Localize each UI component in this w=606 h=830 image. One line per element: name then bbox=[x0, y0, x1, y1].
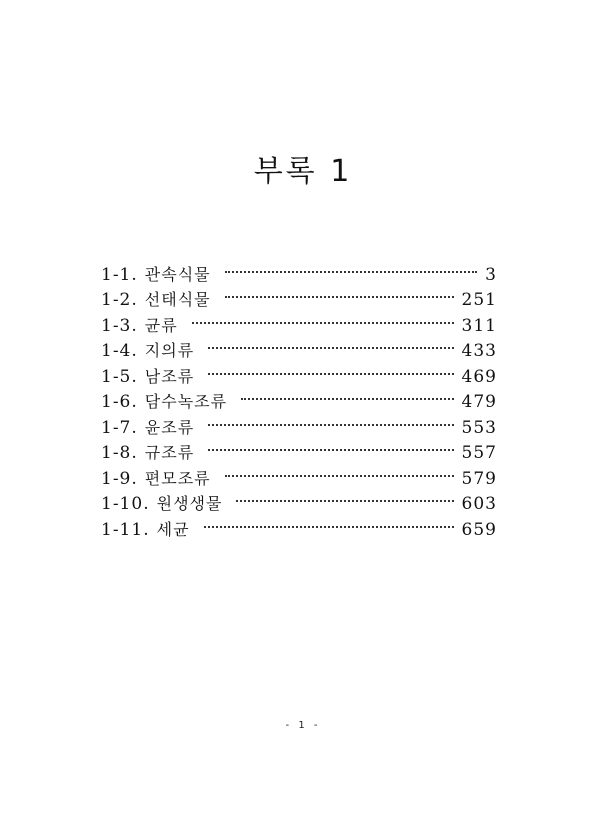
toc-entry-page: 3 bbox=[485, 264, 497, 285]
toc-entry-number: 1-1. bbox=[101, 264, 138, 285]
toc-entry-label: 윤조류 bbox=[144, 417, 195, 437]
toc-entry-label: 남조류 bbox=[144, 366, 195, 386]
toc-entry-page: 553 bbox=[461, 417, 497, 438]
toc-entry-page: 659 bbox=[461, 519, 497, 540]
toc-dot-leader bbox=[208, 331, 453, 357]
toc-entry-page: 479 bbox=[461, 392, 497, 412]
toc-dot-leader bbox=[225, 280, 454, 306]
toc-entry-label: 균류 bbox=[144, 315, 178, 335]
toc-entry-label: 관속식물 bbox=[144, 264, 211, 284]
toc-dot-leader bbox=[208, 356, 453, 382]
toc-entry-label: 세균 bbox=[156, 519, 190, 539]
toc-entry-label: 규조류 bbox=[144, 443, 195, 462]
toc-entry-number: 1-7. bbox=[101, 417, 138, 438]
toc-entry-page: 469 bbox=[461, 366, 497, 387]
toc-entry[interactable] bbox=[101, 254, 497, 285]
toc-entry-label: 선태식물 bbox=[144, 290, 211, 309]
page-title: 부록 1 bbox=[253, 154, 353, 189]
toc-dot-leader bbox=[225, 458, 454, 484]
toc-entry-number: 1-2. bbox=[101, 290, 138, 310]
toc-entry-number: 1-4. bbox=[101, 341, 138, 361]
page-number-footer: - 1 - bbox=[285, 720, 321, 731]
toc-entry-page: 557 bbox=[461, 443, 497, 463]
toc-entry-number: 1-11. bbox=[101, 519, 150, 540]
toc-entry-page: 251 bbox=[461, 290, 497, 310]
toc-entry-page: 311 bbox=[461, 315, 497, 336]
toc-entry-page: 603 bbox=[461, 494, 497, 514]
toc-dot-leader bbox=[236, 484, 453, 510]
table-of-contents bbox=[101, 254, 497, 540]
toc-entry-number: 1-3. bbox=[101, 315, 138, 336]
toc-entry-page: 433 bbox=[461, 341, 497, 361]
toc-entry-number: 1-8. bbox=[101, 443, 138, 463]
toc-dot-leader bbox=[204, 509, 454, 535]
toc-entry-number: 1-9. bbox=[101, 468, 138, 489]
toc-entry-label: 지의류 bbox=[144, 341, 195, 360]
toc-dot-leader bbox=[241, 382, 453, 408]
toc-dot-leader bbox=[225, 254, 478, 280]
toc-dot-leader bbox=[208, 433, 453, 459]
toc-entry-number: 1-10. bbox=[101, 494, 150, 514]
toc-entry-page: 579 bbox=[461, 468, 497, 489]
toc-entry-label: 원생생물 bbox=[156, 494, 223, 513]
toc-entry-label: 담수녹조류 bbox=[144, 392, 228, 411]
toc-entry-number: 1-6. bbox=[101, 392, 138, 412]
toc-dot-leader bbox=[192, 305, 454, 331]
toc-dot-leader bbox=[208, 407, 453, 433]
toc-entry-number: 1-5. bbox=[101, 366, 138, 387]
toc-entry-label: 편모조류 bbox=[144, 468, 211, 488]
